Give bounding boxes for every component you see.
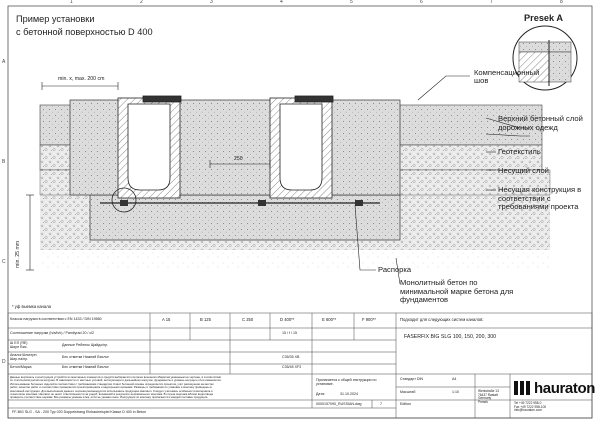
edge-mark-2: 2 (140, 0, 143, 5)
address-line: 76437 Rastatt (478, 392, 498, 397)
standard-label: Стандарт DIN (400, 377, 424, 381)
load-class-c250: C 250 (242, 317, 254, 322)
date-label: Дата: (316, 392, 325, 396)
edge-mark-b: B (2, 159, 6, 165)
edge-mark-3: 3 (210, 0, 213, 5)
page-number: 7 (380, 402, 382, 406)
company-address (478, 390, 499, 404)
edge-mark-a: A (2, 59, 6, 65)
dimension-min-depth: min. 25 mm (15, 240, 21, 268)
note-line: технологию монтажа. Hauraton не несёт ответственности за ущерб, возникший в результате неправильного монтажа. В случае монтажа вблизи водоотвода (10, 392, 213, 397)
edge-mark-d: D (2, 359, 6, 365)
edge-mark-8: 8 (560, 0, 563, 5)
address-line: Presek (478, 399, 488, 404)
contact-line: Fax +49 7222 958-100 (514, 404, 547, 409)
row5-label: Бетон/Марка (10, 365, 32, 369)
notes-block (10, 376, 310, 400)
row4-label-a: Аналог/Альтерн. (10, 353, 38, 357)
date-value: 31.10.2024 (340, 392, 358, 396)
brand-name: hauraton (534, 379, 595, 397)
suitable-systems-label: Подходит для следующих систем каналов: (400, 317, 484, 322)
scale-value: 1:10 (452, 390, 459, 394)
product-list: FASERFIX BIG SLG 100, 150, 200, 300 (404, 334, 496, 340)
note-line: проверить соответствие нормам. Все размеры указаны в мм, если не указано иное. Инструкции по монтажу прилагаются к каждой поставке продукции. (10, 395, 209, 400)
note-line: Данные вертикаль и конструкция устройств из монтажных элементов и средств выбираются согласно внешним габаритам указанным на чертеже, в соответствии (10, 375, 222, 379)
callout-top-concrete-layer: Верхний бетонный слой дорожных одежд (498, 114, 583, 132)
ratio-value: 15 / f / 15 (282, 331, 297, 335)
installation-note: Прилагается к общей инструкции по установке. (316, 378, 377, 387)
callout-expansion-joint: Компенсационный шов (474, 68, 540, 86)
channel-right (270, 96, 333, 198)
drawing-title-line-1: Пример установки (16, 14, 95, 24)
row3-label-b: Шире Вис. (10, 345, 28, 349)
edge-mark-4: 4 (280, 0, 283, 5)
callout-cast-concrete: Монолитный бетон по минимальной марке бетона для фундаментов (400, 278, 514, 305)
footnote: * уф выемка канала (12, 304, 51, 309)
standard-value: A4 (452, 377, 457, 381)
edge-mark-5: 5 (350, 0, 353, 5)
row4-text: Бес отметки Нижний Вислог (62, 355, 109, 359)
address-line: Germany (478, 396, 492, 401)
note-line: монтажной инструкции. Для выполнения данного чертежа рекомендуется использовать продукцию Hauraton. Следует учитывать особенности материала и (10, 388, 213, 393)
load-class-label: Классы нагрузки в соответствии с EN 1433 / DIN 19580 (10, 317, 102, 321)
load-class-e600: E 600** (322, 317, 337, 322)
callout-geotextile: Геотекстиль (498, 147, 541, 156)
edge-mark-1: 1 (70, 0, 73, 5)
drawing-title-line-2: с бетонной поверхностью D 400 (16, 27, 153, 37)
note-line: работ, качество работ и соответствие проверяется проектировщиком и надзорными органами. Размеры и требования по упаковке и монтажу приведены в (10, 385, 212, 390)
note-line: со статическим расчётом нагрузки. В зависимости от местных условий, эксплуатации и дальнейших нагрузок, фундаменты и уровень несущего слоя изменяются. (10, 378, 222, 383)
row5-text: Бес отметки Нижний Вислог (62, 365, 109, 369)
address-line: Werkstraße 13 (478, 389, 499, 393)
channel-left (118, 96, 181, 198)
row4-label-b: Шир.на/пр. (10, 357, 29, 361)
presek-label: Presek A (524, 13, 563, 23)
row6-value: C35/45 XF3 (282, 365, 302, 369)
dimension-channel-spacing: 250 (234, 156, 243, 162)
load-class-b125: B 125 (200, 317, 211, 322)
company-contacts (514, 402, 546, 413)
load-class-a15: A 15 (162, 317, 171, 322)
scale-label: Масштаб (400, 390, 416, 394)
row3-text: Данные Ребенок Щайдо/пр. (62, 343, 109, 347)
dimension-top-width: min. x, max. 200 cm (58, 76, 105, 82)
ratio-label: Соотношение нагрузки (h/a/b/c) / Pamilyrad 20 / cl2 (10, 331, 95, 335)
row4-value: C35/35 XB (282, 355, 300, 359)
note-line: Использование бетонных изделий в соответствии с требованиями стандартов. Класс бетонной основы определяется проектом, учёт расширения на местах (10, 381, 214, 386)
edge-mark-c: C (2, 259, 6, 265)
callout-spacer: Распорка (378, 265, 412, 274)
edge-mark-6: 6 (420, 0, 423, 5)
load-class-f900: F 900** (362, 317, 376, 322)
drawing-code: FF-BIG SLG - SA - 200 Typ 020 Doppelstrang Einbaubeispiel Klasse D 400 in Beton (12, 410, 146, 414)
document-number: 0000157090_RUSSIAN.dwg (316, 402, 362, 406)
hauraton-logo (514, 379, 595, 397)
edge-mark-7: 7 (490, 0, 493, 5)
load-class-d400: D 400** (280, 317, 295, 322)
callout-load-structure: Несущая конструкция в соответствии с требованиями проекта (498, 185, 582, 212)
callout-bearing-layer: Несущий слой (498, 166, 549, 175)
contact-line: Tel +49 7222 958-0 (514, 401, 542, 405)
edition-label: Edition (400, 402, 411, 406)
contact-line: info@hauraton.com (514, 408, 542, 413)
hauraton-logo-icon (514, 379, 534, 397)
row3-label-a: Ш ЕЛ (ЯЕ) (10, 341, 28, 345)
